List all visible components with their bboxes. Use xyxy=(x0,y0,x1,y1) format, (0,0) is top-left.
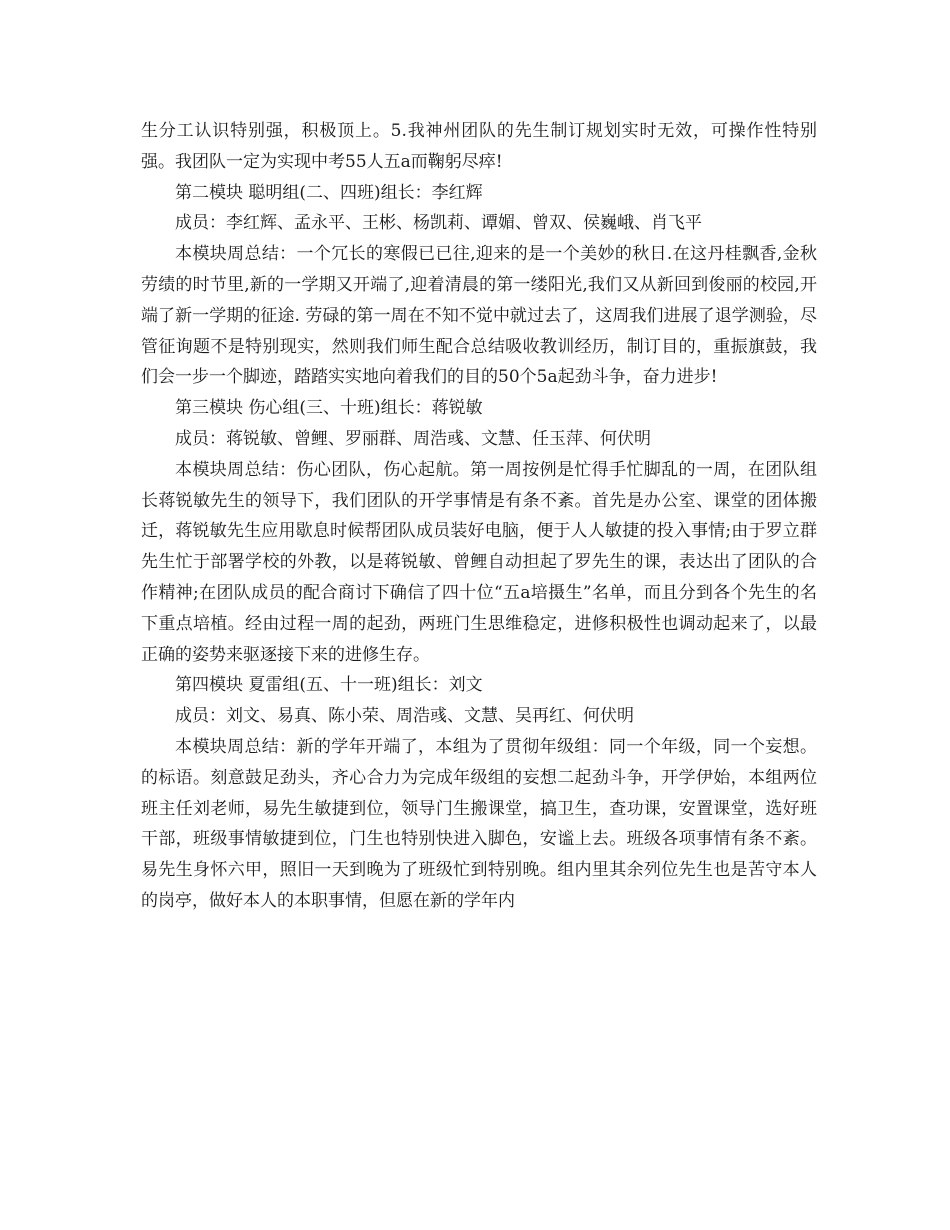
module-3-heading: 第三模块 伤心组(三、十班)组长：蒋锐敏 xyxy=(175,398,483,419)
module-2-heading: 第二模块 聪明组(二、四班)组长：李红辉 xyxy=(175,182,483,203)
module-4-heading: 第四模块 夏雷组(五、十一班)组长：刘文 xyxy=(175,675,483,696)
module-4-members: 成员：刘文、易真、陈小荣、周浩彧、文慧、吴再红、何伏明 xyxy=(175,706,634,727)
module-4-summary: 本模块周总结：新的学年开端了，本组为了贯彻年级组：同一个年级，同一个妄想。的标语。刻意鼓足劲头，齐心合力为完成年级组的妄想二起劲斗争，开学伊始，本组两位班主任刘老师，易先生敏捷到位，领导门生搬课堂，搞卫生，查功课，安置课堂，选好班干部，班级事情敏捷到位，门生也特别快进入脚色，安谧上去。班级各项事情有条不紊。易先生身怀六甲，照旧一天到晚为了班级忙到特别晚。组内里其余列位先生也是苦守本人的岗亭，做好本人的本职事情，但愿在新的学年内 xyxy=(141,736,817,911)
paragraph-continuation: 生分工认识特别强，积极顶上。5.我神州团队的先生制订规划实时无效，可操作性特别强。我团队一定为实现中考55人五a而鞠躬尽瘁! xyxy=(141,121,817,172)
module-3-summary: 本模块周总结：伤心团队，伤心起航。第一周按例是忙得手忙脚乱的一周，在团队组长蒋锐敏先生的领导下，我们团队的开学事情是有条不紊。首先是办公室、课堂的团体搬迁，蒋锐敏先生应用歇息时候帮团队成员装好电脑，便于人人敏捷的投入事情;由于罗立群先生忙于部署学校的外教，以是蒋锐敏、曾鲤自动担起了罗先生的课，表达出了团队的合作精神;在团队成员的配合商讨下确信了四十位“五a培摄生”名单，而且分到各个先生的名下重点培植。经由过程一周的起劲，两班门生思维稳定，进修积极性也调动起来了，以最正确的姿势来驱逐接下来的进修生存。 xyxy=(141,459,817,665)
module-2-summary: 本模块周总结：一个冗长的寒假已已往,迎来的是一个美妙的秋日.在这丹桂飘香,金秋劳绩的时节里,新的一学期又开端了,迎着清晨的第一缕阳光,我们又从新回到俊丽的校园,开端了新一学期的征途. 劳碌的第一周在不知不觉中就过去了，这周我们进展了退学测验，尽管征询题不是特别现实，然则我们师生配合总结吸收教训经历，制订目的，重振旗鼓，我们会一步一个脚迹，踏踏实实地向着我们的目的50个5a起劲斗争，奋力进步! xyxy=(141,244,817,388)
document-body xyxy=(141,116,817,917)
module-3-members: 成员：蒋锐敏、曾鲤、罗丽群、周浩彧、文慧、任玉萍、何伏明 xyxy=(175,428,651,449)
module-2-members: 成员：李红辉、孟永平、王彬、杨凯莉、谭媚、曾双、侯巍峨、肖飞平 xyxy=(175,213,702,234)
